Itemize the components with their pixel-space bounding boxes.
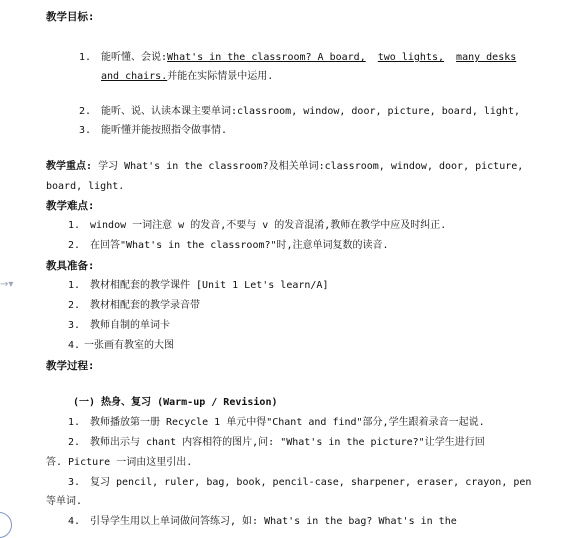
objective-1-continued bbox=[101, 70, 273, 84]
material-1: 教材相配套的教学课件 [Unit 1 Let's learn/A] bbox=[90, 280, 329, 291]
objective-2: 能听、说、认读本课主要单词:classroom, window, door, picture, board, light, bbox=[101, 106, 520, 117]
objective-1-underlined-b: two lights, bbox=[377, 52, 444, 63]
process-step-4: 引导学生用以上单词做问答练习, 如: What's in the bag? What's in the bbox=[90, 516, 457, 527]
list-number: 4. bbox=[68, 516, 81, 527]
key-points-text: 学习 What's in the classroom?及相关单词:classroom, window, door, picture, bbox=[98, 161, 524, 172]
objective-1-tail: 并能在实际情景中运用. bbox=[167, 71, 274, 82]
list-number: 2. bbox=[68, 240, 81, 251]
process-step-3: 复习 pencil, ruler, bag, book, pencil-case, sharpener, eraser, crayon, pen bbox=[90, 477, 532, 488]
material-4: 一张画有教室的大图 bbox=[84, 340, 174, 351]
key-points bbox=[46, 160, 523, 174]
objective-1-underlined-d: and chairs. bbox=[101, 71, 168, 82]
heading-difficulties: 教学难点: bbox=[46, 200, 95, 212]
objective-1-underlined-a: What's in the classroom? A board, bbox=[167, 52, 366, 63]
list-number: 3. bbox=[68, 477, 81, 488]
material-2: 教材相配套的教学录音带 bbox=[90, 300, 200, 311]
list-number: 1. bbox=[79, 52, 92, 63]
process-step-3-continued: 等单词. bbox=[46, 496, 83, 507]
list-number: 1. bbox=[68, 280, 81, 291]
heading-objectives: 教学目标: bbox=[46, 11, 95, 23]
objective-1-prefix: 能听懂、会说: bbox=[101, 52, 168, 63]
difficulty-2: 在回答"What's in the classroom?"时,注意单词复数的读音. bbox=[90, 240, 389, 251]
list-number: 4. bbox=[68, 340, 81, 351]
key-points-continued: board, light. bbox=[46, 181, 125, 192]
list-number: 1. bbox=[68, 220, 81, 231]
heading-process: 教学过程: bbox=[46, 360, 95, 372]
process-step-1: 教师播放第一册 Recycle 1 单元中得"Chant and find"部分,学生跟着录音一起说. bbox=[90, 417, 485, 428]
objective-1 bbox=[101, 51, 516, 65]
list-number: 2. bbox=[68, 437, 81, 448]
list-number: 3. bbox=[68, 320, 81, 331]
process-subheading: (一) 热身、复习 (Warm-up / Revision) bbox=[73, 397, 278, 408]
heading-materials: 教具准备: bbox=[46, 260, 95, 272]
objective-3: 能听懂并能按照指令做事情. bbox=[101, 125, 228, 136]
list-number: 2. bbox=[68, 300, 81, 311]
list-number: 3. bbox=[79, 125, 92, 136]
material-3: 教师自制的单词卡 bbox=[90, 320, 170, 331]
corner-arc-icon bbox=[0, 512, 12, 538]
process-step-2: 教师出示与 chant 内容相符的图片,问: "What's in the picture?"让学生进行回 bbox=[90, 437, 485, 448]
paragraph-handle-icon[interactable]: →▾ bbox=[0, 279, 14, 290]
difficulty-1: window 一词注意 w 的发音,不要与 v 的发音混淆,教师在教学中应及时纠正. bbox=[90, 220, 447, 231]
list-number: 2. bbox=[79, 106, 92, 117]
process-step-2-continued: 答. Picture 一词由这里引出. bbox=[46, 457, 193, 468]
key-points-label: 教学重点: bbox=[46, 161, 93, 172]
objective-1-underlined-c: many desks bbox=[456, 52, 517, 63]
list-number: 1. bbox=[68, 417, 81, 428]
